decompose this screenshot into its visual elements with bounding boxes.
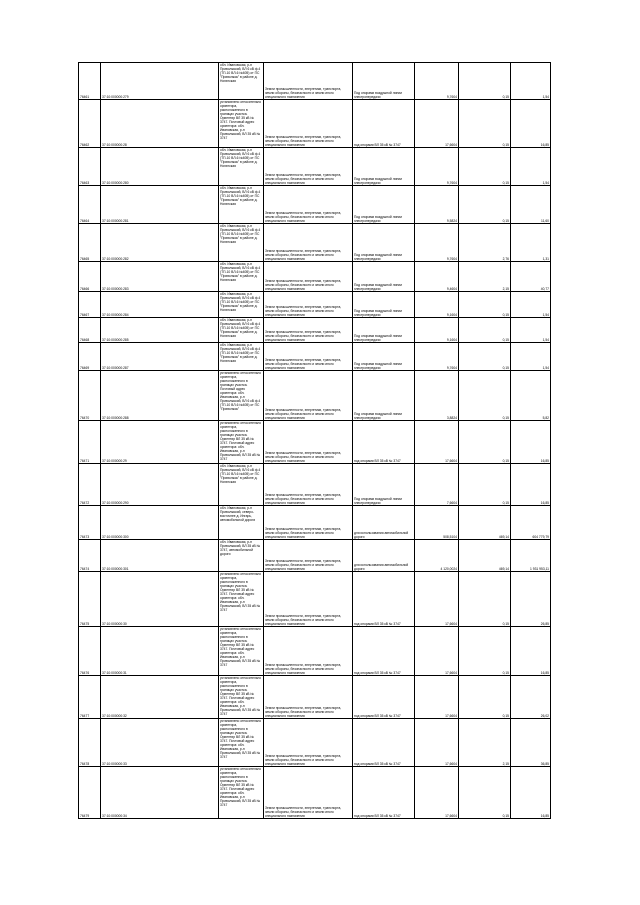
table-cell-code: 37:10:000000:283 <box>101 262 219 292</box>
table-cell-code: 37:10:000000:285 <box>101 318 219 343</box>
table-cell-v: 26,85 <box>511 572 551 627</box>
table-cell-code: 37:10:000000:32 <box>101 676 219 719</box>
table-cell-v: 1,31 <box>511 224 551 262</box>
table-cell-area: 17,6604 <box>415 421 459 464</box>
table-cell-r: 0,15 <box>459 767 511 819</box>
table-cell-n: 76478 <box>79 719 101 767</box>
table-cell-v: 36,85 <box>511 719 551 767</box>
table-cell-code: 37:10:000000:31 <box>101 627 219 676</box>
table-cell-loc: установлено относительно ориентира, расположенного в границах участка. Ориентир ВЛ 35 кВ № 3747. Почтовый адрес ориентира: обл. Ивановская, р-н Приволжский, ВЛ 35 кВ № 3747 <box>219 421 264 464</box>
table-cell-cat: Земли промышленности, энергетики, транспорта, земли обороны, безопасности и земли иного специального назначения <box>264 371 353 421</box>
table-row <box>79 627 551 676</box>
table-row <box>79 676 551 719</box>
table-cell-area: 508,5104 <box>415 506 459 540</box>
table-cell-v: 1,54 <box>511 318 551 343</box>
table-cell-r: 469,14 <box>459 506 511 540</box>
table-cell-loc: установлено относительно ориентира, расположенного в границах участка. Ориентир ВЛ 35 кВ № 3747. Почтовый адрес ориентира: обл. Ивановская, р-н Приволжский, ВЛ 35 кВ № 3747 <box>219 627 264 676</box>
table-cell-v: 1,54 <box>511 63 551 100</box>
table-cell-loc: обл. Ивановская, р-н Приволжский, ВЛ 6 кВ ф.4 (ТП-10 ВЛ-6 №605) от ПС "Приволжск" в районе д. Ногинская <box>219 262 264 292</box>
table-cell-cat: Земли промышленности, энергетики, транспорта, земли обороны, безопасности и земли иного специального назначения <box>264 262 353 292</box>
table-cell-cat: Земли промышленности, энергетики, транспорта, земли обороны, безопасности и земли иного специального назначения <box>264 318 353 343</box>
table-cell-r: 0,15 <box>459 464 511 506</box>
table-cell-area: 17,6604 <box>415 676 459 719</box>
table-cell-cat: Земли промышленности, энергетики, транспорта, земли обороны, безопасности и земли иного специального назначения <box>264 100 353 148</box>
table-cell-cat: Земли промышленности, энергетики, транспорта, земли обороны, безопасности и земли иного специального назначения <box>264 292 353 318</box>
table-cell-v: 1,54 <box>511 292 551 318</box>
table-cell-loc: обл. Ивановская, р-н Приволжский, ВЛ 6 кВ ф.4 (ТП-10 ВЛ-6 №605) от ПС "Приволжск" в районе д. Ногинская <box>219 148 264 186</box>
table-row <box>79 186 551 224</box>
table-cell-loc: обл. Ивановская, р-н Приволжский, ВЛ 6 кВ ф.4 (ТП-10 ВЛ-6 №605) от ПС "Приволжск" в районе д. Ногинская <box>219 224 264 262</box>
table-cell-n: 76476 <box>79 627 101 676</box>
table-cell-cat: Земли промышленности, энергетики, транспорта, земли обороны, безопасности и земли иного специального назначения <box>264 767 353 819</box>
table-cell-r: 2,76 <box>459 224 511 262</box>
table-cell-v: 16,85 <box>511 464 551 506</box>
table-cell-use: под опорами ВЛ 35 кВ № 3747 <box>353 719 415 767</box>
table-cell-code: 37:10:000000:288 <box>101 371 219 421</box>
table-cell-n: 76465 <box>79 224 101 262</box>
table-cell-cat: Земли промышленности, энергетики, транспорта, земли обороны, безопасности и земли иного специального назначения <box>264 572 353 627</box>
table-cell-area: 17,6604 <box>415 627 459 676</box>
table-cell-cat: Земли промышленности, энергетики, транспорта, земли обороны, безопасности и земли иного специального назначения <box>264 63 353 100</box>
table-cell-use: под опорами ВЛ 35 кВ № 3747 <box>353 676 415 719</box>
table-cell-loc: обл. Ивановская, р-н Приволжский, ВЛ 6 кВ ф.4 (ТП-10 ВЛ-6 №605) от ПС "Приволжск" в районе д. Ногинская <box>219 63 264 100</box>
table-row <box>79 371 551 421</box>
table-cell-n: 76467 <box>79 292 101 318</box>
table-row <box>79 506 551 540</box>
table-cell-use: Под опорами воздушной линии электропередачи <box>353 464 415 506</box>
table-cell-n: 76464 <box>79 186 101 224</box>
table-cell-use: под опорами ВЛ 35 кВ № 3747 <box>353 572 415 627</box>
table-row <box>79 148 551 186</box>
table-cell-cat: Земли промышленности, энергетики, транспорта, земли обороны, безопасности и земли иного специального назначения <box>264 343 353 371</box>
table-cell-r: 0,15 <box>459 186 511 224</box>
table-cell-area: 9,1604 <box>415 318 459 343</box>
table-cell-cat: Земли промышленности, энергетики, транспорта, земли обороны, безопасности и земли иного специального назначения <box>264 540 353 572</box>
table-cell-area: 9,7604 <box>415 343 459 371</box>
table-cell-r: 469,14 <box>459 540 511 572</box>
table-cell-r: 0,15 <box>459 343 511 371</box>
table-cell-v: 1,54 <box>511 343 551 371</box>
table-cell-r: 0,15 <box>459 148 511 186</box>
table-cell-cat: Земли промышленности, энергетики, транспорта, земли обороны, безопасности и земли иного специального назначения <box>264 224 353 262</box>
table-cell-r: 0,15 <box>459 100 511 148</box>
table-cell-loc: установлено относительно ориентира, расположенного в границах участка. Почтовый адрес ориентира: обл. Ивановская, р-н Приволжский, ВЛ 6 кВ ф.4 (ТП-10 ВЛ-6 №605) от ПС "Приволжск" <box>219 371 264 421</box>
table-cell-loc: установлено относительно ориентира, расположенного в границах участка. Ориентир ВЛ 35 кВ № 3747. Почтовый адрес ориентира: обл. Ивановская, р-н Приволжский, ВЛ 35 кВ № 3747 <box>219 676 264 719</box>
table-row <box>79 292 551 318</box>
table-cell-r: 0,15 <box>459 421 511 464</box>
table-cell-r: 2,15 <box>459 719 511 767</box>
table-row <box>79 224 551 262</box>
table-cell-use: под опорами ВЛ 35 кВ № 3747 <box>353 421 415 464</box>
table-cell-area: 9,7604 <box>415 148 459 186</box>
table-cell-use: для использования автомобильной дороги <box>353 540 415 572</box>
table-row <box>79 318 551 343</box>
table-row <box>79 540 551 572</box>
table-row <box>79 63 551 100</box>
table-cell-use: Под опорами воздушной линии электропередачи <box>353 371 415 421</box>
table-cell-code: 37:10:000000:29 <box>101 421 219 464</box>
table-cell-area: 9,1604 <box>415 292 459 318</box>
table-cell-code: 37:10:000000:282 <box>101 224 219 262</box>
table-cell-code: 37:10:000000:287 <box>101 343 219 371</box>
table-cell-code: 37:10:000000:284 <box>101 292 219 318</box>
table-cell-r: 0,15 <box>459 318 511 343</box>
table-cell-use: Под опорами воздушной линии электропередачи <box>353 318 415 343</box>
table-cell-r: 0,15 <box>459 572 511 627</box>
table-cell-code: 37:10:000000:301 <box>101 540 219 572</box>
table-cell-v: 16,85 <box>511 421 551 464</box>
table-row <box>79 464 551 506</box>
table-cell-code: 37:10:000000:279 <box>101 63 219 100</box>
table-cell-n: 76461 <box>79 63 101 100</box>
table-cell-n: 76477 <box>79 676 101 719</box>
table-cell-cat: Земли промышленности, энергетики, транспорта, земли обороны, безопасности и земли иного специального назначения <box>264 627 353 676</box>
table-row <box>79 421 551 464</box>
table-cell-code: 37:10:000000:30 <box>101 572 219 627</box>
table-cell-cat: Земли промышленности, энергетики, транспорта, земли обороны, безопасности и земли иного специального назначения <box>264 421 353 464</box>
table-row <box>79 343 551 371</box>
table-cell-code: 37:10:000000:300 <box>101 506 219 540</box>
table-cell-n: 76470 <box>79 371 101 421</box>
table-cell-cat: Земли промышленности, энергетики, транспорта, земли обороны, безопасности и земли иного специального назначения <box>264 186 353 224</box>
table-cell-use: под опорами ВЛ 35 кВ № 3747 <box>353 627 415 676</box>
table-cell-r: 0,15 <box>459 371 511 421</box>
table-cell-v: 5,82 <box>511 371 551 421</box>
table-cell-cat: Земли промышленности, энергетики, транспорта, земли обороны, безопасности и земли иного специального назначения <box>264 464 353 506</box>
table-cell-n: 76479 <box>79 767 101 819</box>
table-cell-loc: обл. Ивановская, р-н Приволжский, ВЛ 6 кВ ф.4 (ТП-10 ВЛ-6 №605) от ПС "Приволжск" в районе д. Ногинская <box>219 292 264 318</box>
table-cell-area: 7,6604 <box>415 464 459 506</box>
table-cell-n: 76474 <box>79 540 101 572</box>
table-cell-loc: обл. Ивановская, р-н Приволжский, ВЛ 6 кВ ф.4 (ТП-10 ВЛ-6 №605) от ПС "Приволжск" в районе д. Ногинская <box>219 343 264 371</box>
table-cell-cat: Земли промышленности, энергетики, транспорта, земли обороны, безопасности и земли иного специального назначения <box>264 506 353 540</box>
table-cell-area: 17,6604 <box>415 767 459 819</box>
table-cell-n: 76473 <box>79 506 101 540</box>
table-cell-cat: Земли промышленности, энергетики, транспорта, земли обороны, безопасности и земли иного специального назначения <box>264 148 353 186</box>
table-cell-use: для использования автомобильной дороги <box>353 506 415 540</box>
table-cell-use: Под опорами воздушной линии электропередачи <box>353 148 415 186</box>
table-cell-code: 37:10:000000:280 <box>101 148 219 186</box>
table-cell-area: 3,8824 <box>415 371 459 421</box>
table-cell-n: 76462 <box>79 100 101 148</box>
table-cell-n: 76471 <box>79 421 101 464</box>
table-cell-v: 11,60 <box>511 186 551 224</box>
table-cell-area: 17,6604 <box>415 719 459 767</box>
table-cell-cat: Земли промышленности, энергетики, транспорта, земли обороны, безопасности и земли иного специального назначения <box>264 719 353 767</box>
table-cell-v: 16,85 <box>511 627 551 676</box>
table-cell-n: 76472 <box>79 464 101 506</box>
table-row <box>79 767 551 819</box>
table-cell-n: 76463 <box>79 148 101 186</box>
table-cell-code: 37:10:000000:290 <box>101 464 219 506</box>
table-cell-loc: обл. Ивановская, р-н Приволжский, ВЛ 6 кВ ф.4 (ТП-10 ВЛ-6 №605) от ПС "Приволжск" в районе д. Ногинская <box>219 318 264 343</box>
table-cell-v: 1 931 953,11 <box>511 540 551 572</box>
table-cell-use: Под опорами воздушной линии электропередачи <box>353 262 415 292</box>
table-cell-cat: Земли промышленности, энергетики, транспорта, земли обороны, безопасности и земли иного специального назначения <box>264 676 353 719</box>
table-cell-use: Под опорами воздушной линии электропередачи <box>353 224 415 262</box>
table-cell-loc: обл. Ивановская, р-н Приволжский, ВЛ 6 кВ ф.4 (ТП-10 ВЛ-6 №605) от ПС "Приволжск" в районе д. Ногинская <box>219 186 264 224</box>
table-cell-loc: обл. Ивановская, р-н Приволжский, северо-восточнее д. Ингарь, автомобильной дороги <box>219 506 264 540</box>
table-cell-area: 4 120,0024 <box>415 540 459 572</box>
table-row <box>79 572 551 627</box>
table-cell-r: 0,15 <box>459 63 511 100</box>
table-cell-v: 26,02 <box>511 676 551 719</box>
table-cell-loc: установлено относительно ориентира, расположенного в границах участка. Ориентир ВЛ 35 кВ № 3747. Почтовый адрес ориентира: обл. Ивановская, р-н Приволжский, ВЛ 35 кВ № 3747 <box>219 719 264 767</box>
table-cell-loc: установлено относительно ориентира, расположенного в границах участка. Ориентир ВЛ 35 кВ № 3747. Почтовый адрес ориентира: обл. Ивановская, р-н Приволжский, ВЛ 35 кВ № 3747 <box>219 100 264 148</box>
table-cell-use: под опорами ВЛ 35 кВ № 3747 <box>353 767 415 819</box>
table-cell-loc: установлено относительно ориентира, расположенного в границах участка. Ориентир ВЛ 35 кВ № 3747. Почтовый адрес ориентира: обл. Ивановская, р-н Приволжский, ВЛ 35 кВ № 3747 <box>219 767 264 819</box>
table-cell-loc: обл. Ивановская, р-н Приволжский, ВЛ 35 кВ № 3747, автомобильной дороги <box>219 540 264 572</box>
cadastral-table <box>78 62 551 819</box>
table-cell-n: 76468 <box>79 318 101 343</box>
table-cell-v: 604 779,79 <box>511 506 551 540</box>
table-cell-n: 76466 <box>79 262 101 292</box>
table-cell-area: 9,5824 <box>415 186 459 224</box>
table-cell-r: 0,15 <box>459 627 511 676</box>
table-cell-area: 9,7604 <box>415 224 459 262</box>
table-cell-area: 17,6604 <box>415 572 459 627</box>
table-cell-r: 0,15 <box>459 676 511 719</box>
table-row <box>79 719 551 767</box>
table-row <box>79 100 551 148</box>
table-cell-use: Под опорами воздушной линии электропередачи <box>353 292 415 318</box>
table-cell-v: 1,54 <box>511 148 551 186</box>
table-cell-area: 9,4604 <box>415 262 459 292</box>
table-cell-code: 37:10:000000:34 <box>101 767 219 819</box>
table-cell-area: 17,6604 <box>415 100 459 148</box>
table-cell-n: 76469 <box>79 343 101 371</box>
table-cell-r: 2,15 <box>459 262 511 292</box>
table-cell-code: 37:10:000000:33 <box>101 719 219 767</box>
table-cell-area: 9,7604 <box>415 63 459 100</box>
table-cell-use: Под опорами воздушной линии электропередачи <box>353 343 415 371</box>
table-cell-use: Под опорами воздушной линии электропередачи <box>353 186 415 224</box>
table-body <box>79 63 551 819</box>
table-cell-code: 37:10:000000:281 <box>101 186 219 224</box>
table-cell-loc: установлено относительно ориентира, расположенного в границах участка. Ориентир ВЛ 35 кВ № 3747. Почтовый адрес ориентира: обл. Ивановская, р-н Приволжский, ВЛ 35 кВ № 3747 <box>219 572 264 627</box>
table-cell-v: 16,85 <box>511 100 551 148</box>
table-cell-use: под опорами ВЛ 35 кВ № 3747 <box>353 100 415 148</box>
table-cell-n: 76475 <box>79 572 101 627</box>
table-cell-code: 37:10:000000:28 <box>101 100 219 148</box>
table-cell-v: 40,77 <box>511 262 551 292</box>
table-row <box>79 262 551 292</box>
table-cell-loc: обл. Ивановская, р-н Приволжский, ВЛ 6 кВ ф.4 (ТП-10 ВЛ-6 №605) от ПС "Приволжск" в районе д. Ногинская <box>219 464 264 506</box>
table-cell-use: Под опорами воздушной линии электропередачи <box>353 63 415 100</box>
table-cell-v: 16,85 <box>511 767 551 819</box>
table-cell-r: 0,15 <box>459 292 511 318</box>
